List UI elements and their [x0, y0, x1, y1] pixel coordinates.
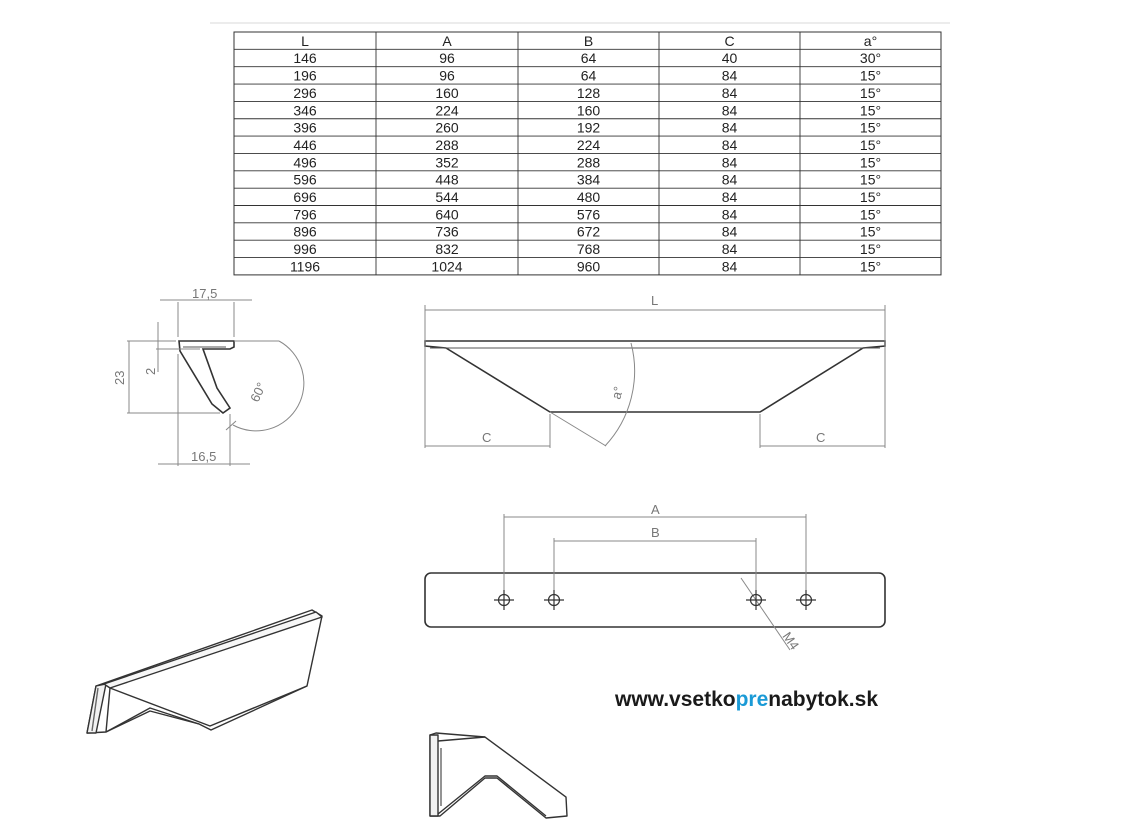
- front-c-right-label: C: [816, 430, 826, 445]
- table-cell: 160: [576, 102, 601, 119]
- table-cell: 224: [576, 136, 601, 153]
- table-cell: 84: [721, 241, 738, 258]
- profile-top-width-label: 17,5: [192, 286, 218, 301]
- isometric-view-short: [430, 733, 567, 818]
- table-cell: 96: [439, 67, 455, 84]
- table-cell: 15°: [859, 154, 882, 171]
- profile-shape: [179, 341, 234, 413]
- brand-suffix: nabytok.sk: [768, 688, 879, 711]
- table-cell: 15°: [859, 171, 882, 188]
- table-cell: 960: [576, 258, 601, 275]
- profile-lip-label: 2: [143, 367, 158, 375]
- table-cell: 296: [293, 84, 317, 101]
- table-cell: 796: [293, 206, 317, 223]
- table-cell: 696: [293, 189, 317, 205]
- profile-bottom-width-label: 16,5: [191, 449, 217, 464]
- table-cell: 1196: [289, 258, 321, 275]
- table-cell: 384: [576, 171, 601, 188]
- front-angle-label: a°: [608, 384, 627, 401]
- table-cell: 480: [576, 189, 601, 205]
- table-cell: 1024: [431, 258, 463, 275]
- table-cell: 288: [576, 154, 601, 171]
- table-cell: 224: [435, 102, 459, 119]
- profile-angle-label: 60°: [247, 380, 270, 405]
- table-cell: 260: [435, 119, 459, 136]
- table-cell: 64: [580, 67, 597, 84]
- front-view: [425, 305, 885, 448]
- table-cell: 128: [576, 84, 601, 101]
- table-cell: 84: [721, 154, 738, 171]
- profile-labels: [112, 286, 269, 464]
- table-cell: 346: [293, 102, 317, 119]
- table-cell: 196: [293, 67, 317, 84]
- table-cell: 15°: [859, 67, 882, 84]
- table-cell: 84: [721, 102, 738, 119]
- table-cell: 544: [435, 189, 459, 205]
- table-cell: 96: [439, 50, 455, 67]
- table-cell: 84: [721, 189, 738, 205]
- brand-url: [614, 688, 878, 711]
- table-cell: 15°: [859, 84, 882, 101]
- table-cell: 832: [435, 241, 459, 258]
- table-cell: 30°: [859, 50, 882, 67]
- table-cell: 84: [721, 67, 738, 84]
- table-header-cell: C: [724, 32, 735, 49]
- table-cell: 40: [721, 50, 738, 67]
- table-cell: 160: [435, 84, 459, 101]
- table-cell: 596: [293, 171, 317, 188]
- table-cell: 192: [576, 119, 601, 136]
- table-cell: 15°: [859, 206, 882, 223]
- table-cell: 84: [721, 223, 738, 240]
- table-cell: 736: [435, 223, 459, 240]
- table-cell: 84: [721, 84, 738, 101]
- table-cell: 15°: [859, 258, 882, 275]
- isometric-view-long: [87, 610, 322, 733]
- table-cell: 576: [576, 206, 601, 223]
- dimension-table: [234, 32, 941, 275]
- profile-view: [127, 300, 304, 466]
- table-cell: 15°: [859, 136, 882, 153]
- table-cell: 15°: [859, 223, 882, 240]
- front-shape: [425, 341, 885, 412]
- table-cell: 84: [721, 119, 738, 136]
- table-cell: 996: [293, 241, 317, 258]
- table-cell: 64: [580, 50, 597, 67]
- table-cell: 448: [435, 171, 459, 188]
- table-cell: 15°: [859, 102, 882, 119]
- profile-height-label: 23: [112, 370, 127, 385]
- table-cell: 640: [435, 206, 459, 223]
- table-cell: 84: [721, 171, 738, 188]
- table-cell: 84: [721, 258, 738, 275]
- front-c-left-label: C: [482, 430, 492, 445]
- table-cell: 352: [435, 154, 459, 171]
- table-cell: 496: [293, 154, 317, 171]
- table-cell: 446: [293, 136, 317, 153]
- table-cell: 896: [293, 223, 317, 240]
- table-cell: 84: [721, 136, 738, 153]
- table-cell: 146: [293, 50, 317, 67]
- table-header-cell: A: [442, 32, 452, 49]
- bottom-a-label: A: [651, 502, 660, 517]
- bottom-b-label: B: [651, 525, 660, 540]
- table-header-cell: L: [301, 32, 309, 49]
- table-cell: 768: [576, 241, 601, 258]
- table-cell: 15°: [859, 189, 882, 205]
- table-header-cell: a°: [863, 32, 878, 49]
- front-length-label: L: [651, 293, 659, 308]
- table-cell: 288: [435, 136, 459, 153]
- table-cell: 396: [293, 119, 317, 136]
- brand-highlight: pre: [735, 688, 769, 711]
- table-cell: 672: [576, 223, 601, 240]
- brand-prefix: www.vsetko: [615, 688, 736, 711]
- bottom-thread-label: M4: [779, 629, 803, 653]
- table-cell: 15°: [859, 119, 882, 136]
- table-cell: 84: [721, 206, 738, 223]
- table-cell: 15°: [859, 241, 882, 258]
- table-header-cell: B: [583, 32, 594, 49]
